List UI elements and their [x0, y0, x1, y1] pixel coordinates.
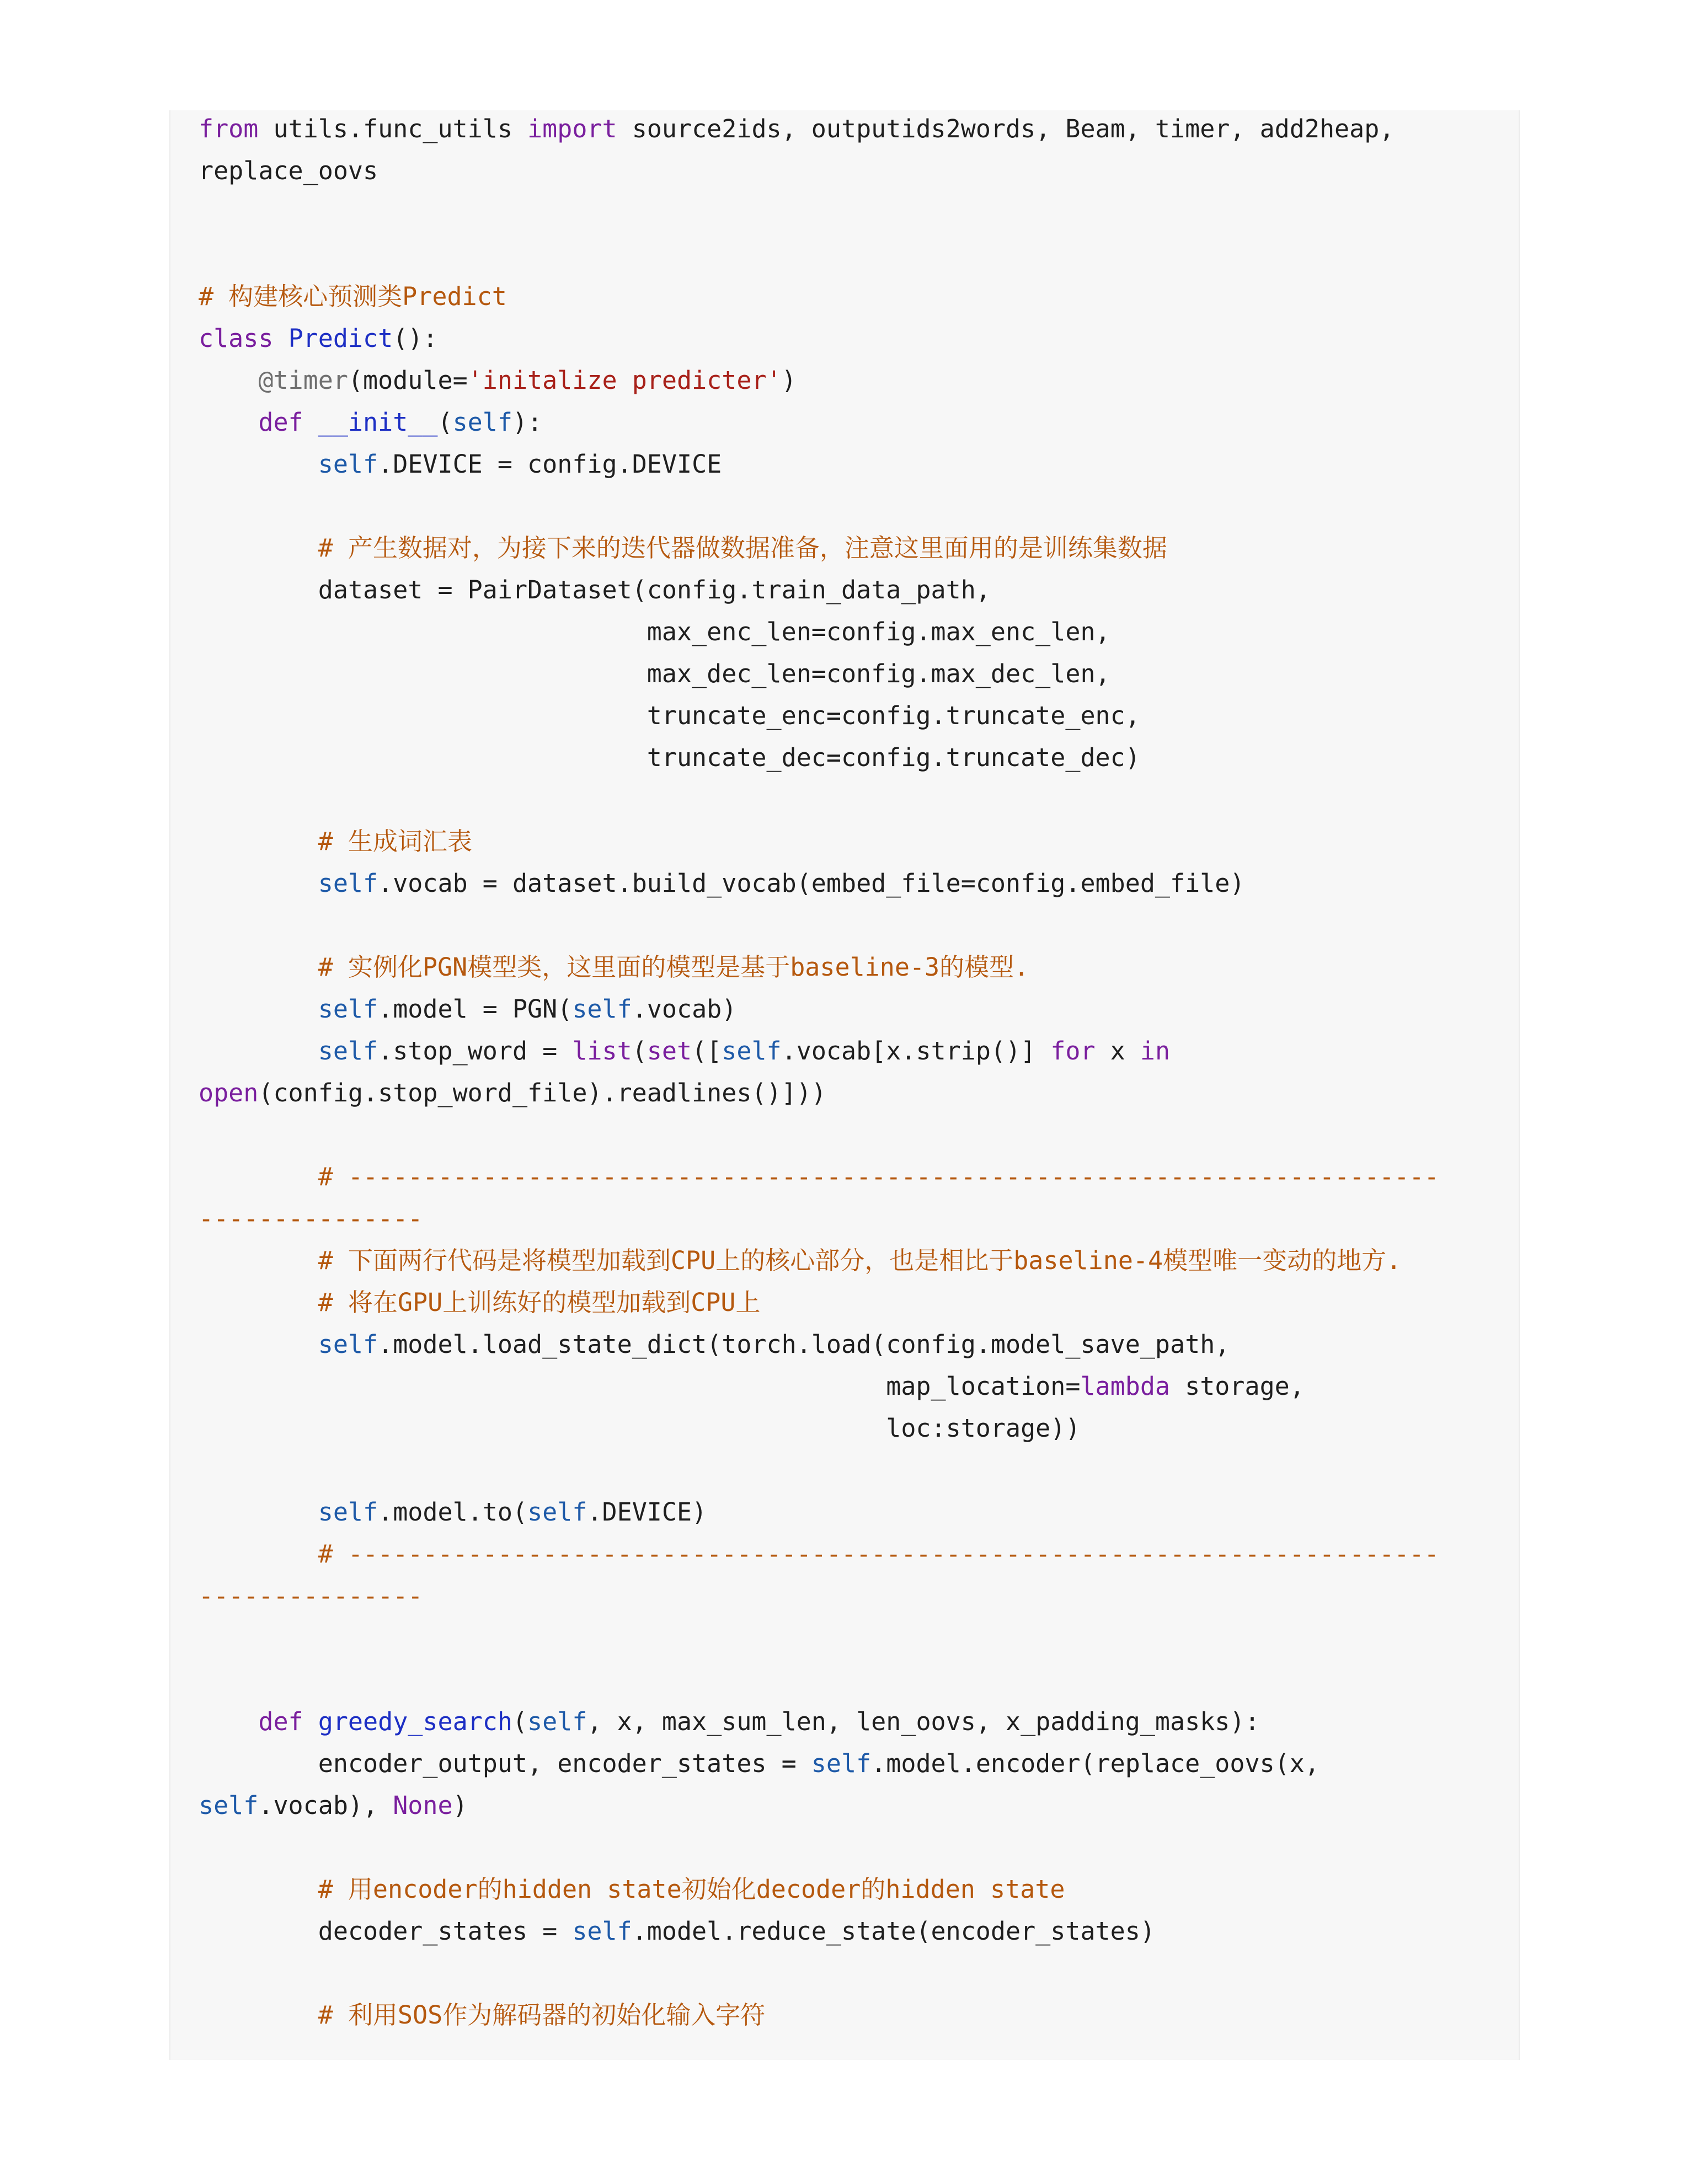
code-token	[199, 994, 318, 1024]
code-line	[199, 1743, 1439, 1785]
code-token	[273, 324, 288, 353]
code-line	[199, 1240, 1439, 1282]
code-token: self	[318, 1497, 378, 1527]
code-line	[199, 1156, 1439, 1198]
code-token: .vocab = dataset.build_vocab(embed_file=config.embed_file)	[378, 869, 1245, 898]
code-line	[199, 108, 1439, 150]
code-token: 'initalize predicter'	[467, 366, 782, 395]
code-token: for	[1050, 1036, 1096, 1066]
code-token: # -------------------------------------------------------------------------	[318, 1162, 1439, 1191]
code-token: dataset = PairDataset(config.train_data_path,	[199, 575, 991, 604]
code-line	[199, 527, 1439, 569]
code-token: .model.encoder(replace_oovs(x,	[871, 1749, 1320, 1778]
code-token: .vocab[x.strip()]	[781, 1036, 1051, 1066]
code-line	[199, 318, 1439, 360]
code-line	[199, 1994, 1439, 2036]
code-token: max_enc_len=config.max_enc_len,	[199, 617, 1110, 646]
code-token: .DEVICE)	[587, 1497, 707, 1527]
code-token: def	[258, 408, 303, 437]
code-token: in	[1140, 1036, 1171, 1066]
code-token: ---------------	[199, 1204, 423, 1233]
code-line	[199, 234, 1439, 276]
code-line	[199, 150, 1439, 192]
code-token: # 构建核心预测类Predict	[199, 282, 507, 311]
code-token: class	[199, 324, 274, 353]
code-line	[199, 1324, 1439, 1366]
code-line	[199, 1282, 1439, 1324]
code-line	[199, 402, 1439, 443]
code-line	[199, 779, 1439, 821]
code-token: self	[318, 1330, 378, 1359]
code-line	[199, 569, 1439, 611]
code-line	[199, 1785, 1439, 1827]
code-token: utils.func_utils	[258, 114, 528, 143]
code-token	[199, 449, 318, 479]
code-token: (module=	[348, 366, 468, 395]
code-line	[199, 1449, 1439, 1491]
code-token: # 利用SOS作为解码器的初始化输入字符	[318, 2000, 766, 2030]
code-token: loc:storage))	[199, 1414, 1081, 1443]
code-token: .vocab),	[258, 1791, 393, 1820]
code-token	[199, 952, 318, 982]
code-token: .model = PGN(	[378, 994, 573, 1024]
code-line	[199, 443, 1439, 485]
code-token: ():	[393, 324, 438, 353]
code-line	[199, 1072, 1439, 1114]
code-token: self	[572, 994, 632, 1024]
code-token: encoder_output, encoder_states =	[199, 1749, 811, 1778]
code-line	[199, 1910, 1439, 1952]
code-token: from	[199, 114, 259, 143]
code-token	[199, 533, 318, 563]
code-line	[199, 611, 1439, 653]
code-line	[199, 653, 1439, 695]
code-line	[199, 1533, 1439, 1575]
code-token	[303, 1707, 318, 1736]
code-line	[199, 863, 1439, 904]
code-token: ([	[692, 1036, 722, 1066]
code-token: .model.to(	[378, 1497, 528, 1527]
code-token	[199, 1497, 318, 1527]
code-token: # 生成词汇表	[318, 827, 472, 856]
code-line	[199, 1030, 1439, 1072]
code-token: x	[1095, 1036, 1140, 1066]
code-line	[199, 1366, 1439, 1407]
code-token: )	[781, 366, 797, 395]
code-token: # 将在GPU上训练好的模型加载到CPU上	[318, 1288, 761, 1317]
code-line	[199, 946, 1439, 988]
code-token: decoder_states =	[199, 1917, 573, 1946]
code-token	[199, 366, 258, 395]
code-token: Predict	[288, 324, 393, 353]
code-token: storage,	[1170, 1372, 1305, 1401]
code-token: )	[452, 1791, 468, 1820]
code-token: self	[527, 1707, 587, 1736]
code-token: self	[811, 1749, 872, 1778]
code-token: self	[572, 1917, 632, 1946]
code-token: ):	[512, 408, 543, 437]
code-token	[199, 827, 318, 856]
code-token: __init__	[318, 408, 438, 437]
code-token: self	[527, 1497, 587, 1527]
code-line	[199, 1701, 1439, 1743]
code-token: self	[199, 1791, 259, 1820]
code-token	[199, 1330, 318, 1359]
code-token: (config.stop_word_file).readlines()]))	[258, 1078, 826, 1107]
code-line	[199, 192, 1439, 234]
code-token: truncate_dec=config.truncate_dec)	[199, 743, 1140, 772]
code-token	[199, 408, 258, 437]
code-line	[199, 1407, 1439, 1449]
code-token: (	[437, 408, 453, 437]
code-token: .model.reduce_state(encoder_states)	[632, 1917, 1155, 1946]
code-token: .stop_word =	[378, 1036, 573, 1066]
code-token	[199, 1875, 318, 1904]
code-token: list	[572, 1036, 632, 1066]
code-token: def	[258, 1707, 303, 1736]
code-token	[199, 2000, 318, 2030]
code-token: replace_oovs	[199, 156, 378, 185]
code-token	[199, 1707, 258, 1736]
code-token: # -------------------------------------------------------------------------	[318, 1539, 1439, 1569]
code-token: lambda	[1080, 1372, 1171, 1401]
code-line	[199, 1952, 1439, 1994]
code-line	[199, 737, 1439, 779]
code-line	[199, 360, 1439, 402]
code-token	[199, 1162, 318, 1191]
code-token: import	[527, 114, 617, 143]
code-token: # 下面两行代码是将模型加载到CPU上的核心部分，也是相比于baseline-4模型唯一变动的地方.	[318, 1246, 1402, 1275]
code-token: self	[452, 408, 512, 437]
code-line	[199, 1617, 1439, 1659]
code-token: @timer	[258, 366, 348, 395]
code-listing	[199, 108, 1439, 2036]
code-line	[199, 1869, 1439, 1910]
code-line	[199, 1491, 1439, 1533]
code-token: ---------------	[199, 1581, 423, 1610]
code-token: None	[393, 1791, 453, 1820]
code-token: self	[318, 994, 378, 1024]
code-token: map_location=	[199, 1372, 1081, 1401]
code-token: # 用encoder的hidden state初始化decoder的hidden state	[318, 1875, 1065, 1904]
code-token: self	[318, 869, 378, 898]
code-line	[199, 1827, 1439, 1869]
code-token	[199, 1036, 318, 1066]
code-token	[199, 869, 318, 898]
code-token: self	[722, 1036, 782, 1066]
code-token: set	[647, 1036, 692, 1066]
code-line	[199, 695, 1439, 737]
code-token: open	[199, 1078, 259, 1107]
code-token: self	[318, 1036, 378, 1066]
code-token: (	[632, 1036, 647, 1066]
code-line	[199, 904, 1439, 946]
code-token: # 产生数据对，为接下来的迭代器做数据准备，注意这里面用的是训练集数据	[318, 533, 1167, 563]
code-line	[199, 988, 1439, 1030]
code-token: , x, max_sum_len, len_oovs, x_padding_masks):	[587, 1707, 1260, 1736]
code-token: self	[318, 449, 378, 479]
code-token: max_dec_len=config.max_dec_len,	[199, 659, 1110, 688]
code-line	[199, 1198, 1439, 1240]
code-token: .vocab)	[632, 994, 737, 1024]
code-line	[199, 1659, 1439, 1701]
code-token: truncate_enc=config.truncate_enc,	[199, 701, 1140, 730]
code-line	[199, 276, 1439, 318]
code-token	[199, 1539, 318, 1569]
code-token: (	[512, 1707, 528, 1736]
code-line	[199, 821, 1439, 863]
code-line	[199, 1575, 1439, 1617]
code-line	[199, 1114, 1439, 1156]
code-token: .model.load_state_dict(torch.load(config.model_save_path,	[378, 1330, 1230, 1359]
code-token: greedy_search	[318, 1707, 512, 1736]
code-token: # 实例化PGN模型类，这里面的模型是基于baseline-3的模型.	[318, 952, 1029, 982]
code-token: .DEVICE = config.DEVICE	[378, 449, 722, 479]
code-token	[199, 1288, 318, 1317]
code-token	[199, 1246, 318, 1275]
code-line	[199, 485, 1439, 527]
code-token: source2ids, outputids2words, Beam, timer, add2heap,	[617, 114, 1395, 143]
code-token	[303, 408, 318, 437]
